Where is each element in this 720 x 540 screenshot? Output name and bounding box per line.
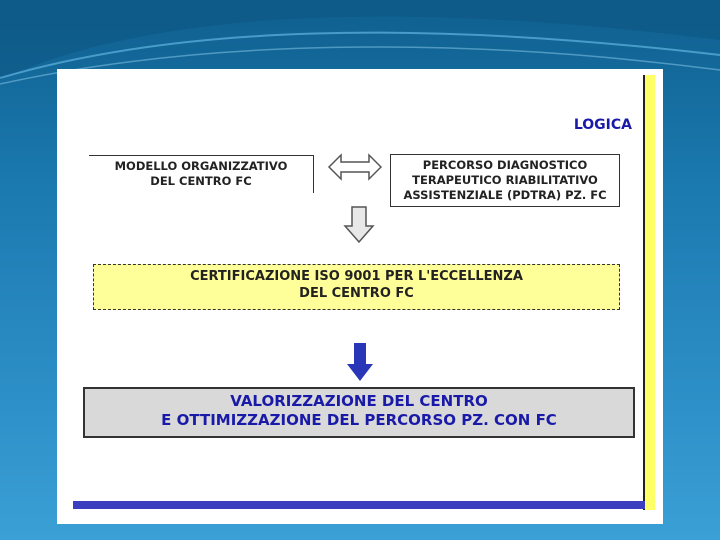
right-box-line-3: ASSISTENZIALE (PDTRA) PZ. FC bbox=[403, 188, 607, 202]
corner-label: LOGICA bbox=[573, 117, 632, 133]
left-box-line-2: DEL CENTRO FC bbox=[150, 174, 252, 188]
certification-box bbox=[93, 264, 620, 310]
result-box bbox=[83, 387, 635, 438]
left-box bbox=[89, 155, 314, 193]
side-bar bbox=[643, 75, 655, 510]
certification-line-2: DEL CENTRO FC bbox=[299, 286, 414, 301]
right-box bbox=[390, 154, 620, 207]
result-line-2: E OTTIMIZZAZIONE DEL PERCORSO PZ. CON FC bbox=[161, 411, 557, 429]
result-line-1: VALORIZZAZIONE DEL CENTRO bbox=[230, 392, 488, 410]
down-arrow-outline-icon bbox=[343, 206, 375, 244]
right-box-line-2: TERAPEUTICO RIABILITATIVO bbox=[412, 173, 598, 187]
down-arrow-solid-icon bbox=[346, 342, 374, 382]
slide-canvas bbox=[57, 69, 663, 524]
bottom-bar bbox=[73, 501, 645, 509]
left-box-line-1: MODELLO ORGANIZZATIVO bbox=[114, 159, 288, 173]
right-box-line-1: PERCORSO DIAGNOSTICO bbox=[422, 158, 588, 172]
certification-line-1: CERTIFICAZIONE ISO 9001 PER L'ECCELLENZA bbox=[190, 269, 523, 284]
double-arrow-icon bbox=[327, 152, 383, 182]
